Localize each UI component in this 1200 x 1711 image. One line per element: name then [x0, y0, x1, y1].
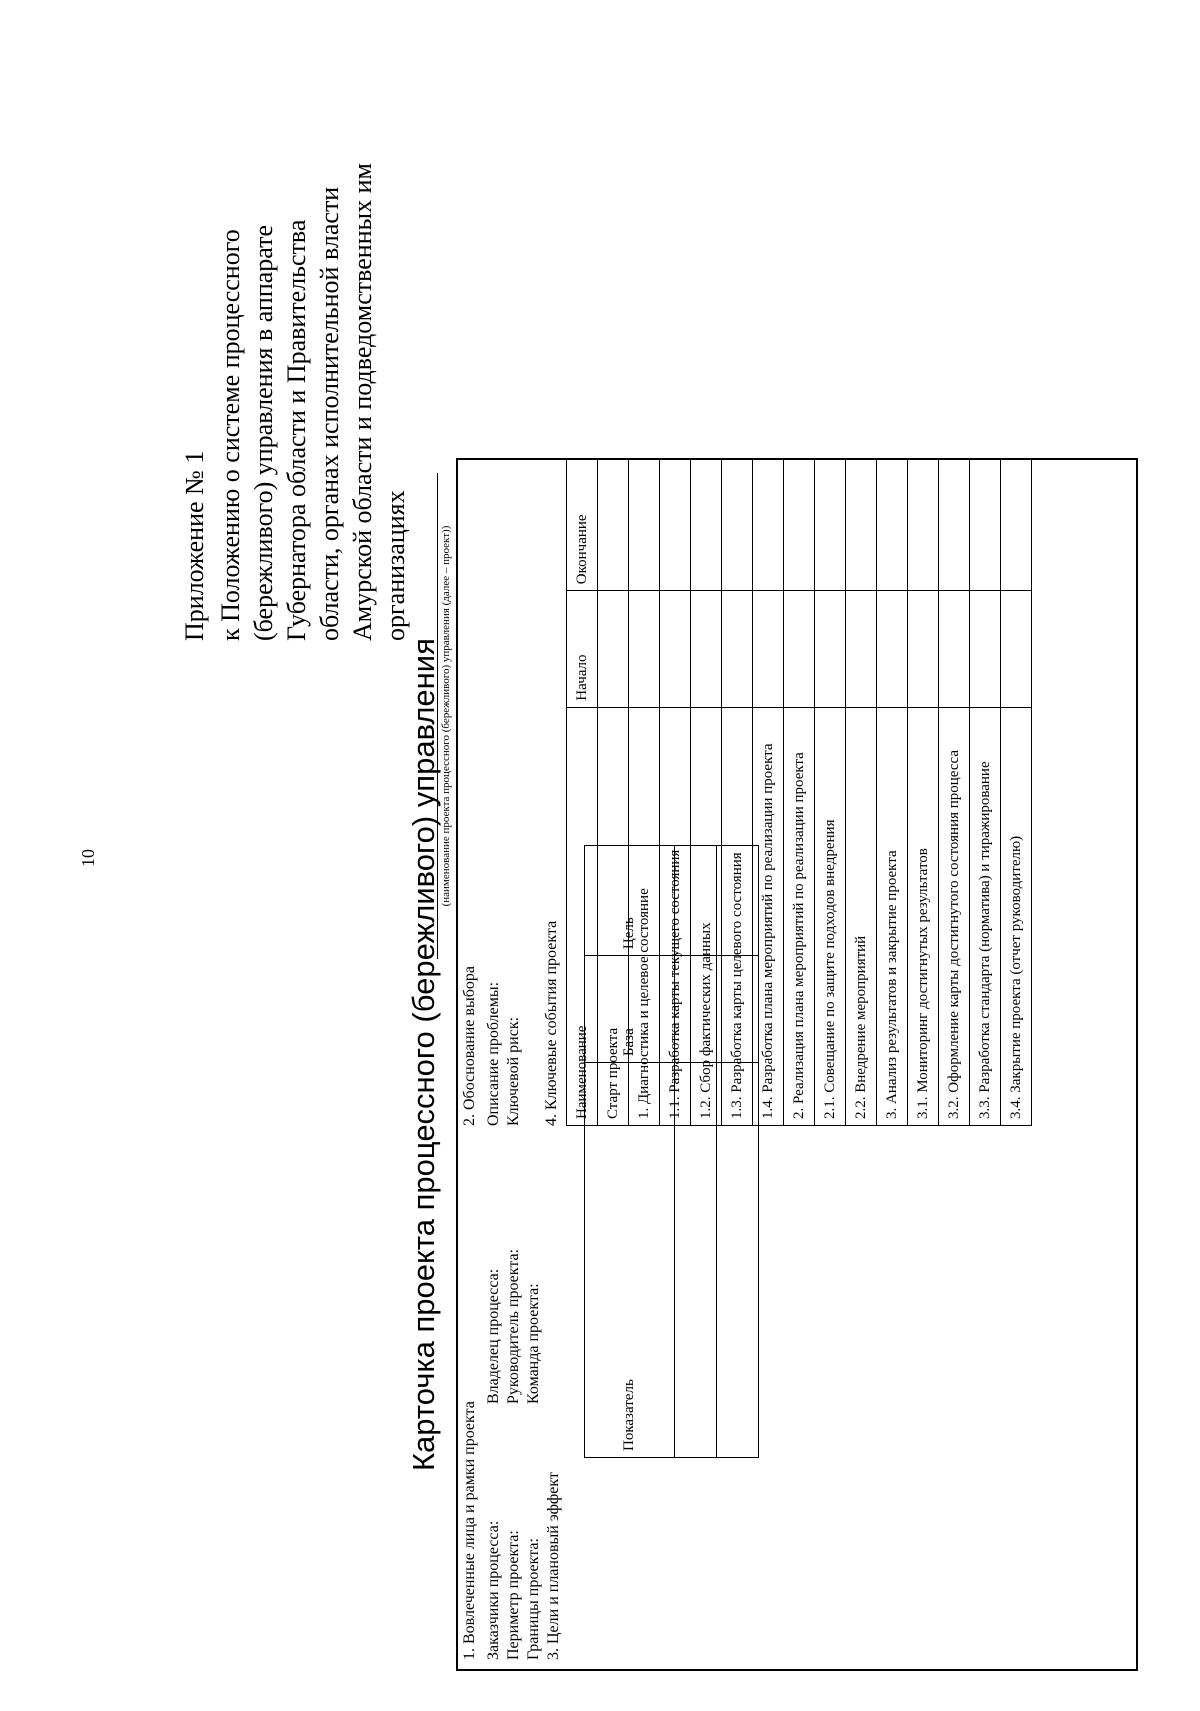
boundaries-label: Границы проекта: — [525, 1538, 542, 1660]
event-end — [846, 459, 877, 591]
customers-label: Заказчики процесса: — [485, 1520, 502, 1660]
process-owner-label: Владелец процесса: — [485, 1268, 502, 1404]
event-end — [722, 459, 753, 591]
event-name: Старт проекта — [598, 707, 629, 1125]
events-row — [691, 459, 722, 1126]
appendix-line: организациях — [381, 490, 410, 641]
event-end — [877, 459, 908, 591]
event-end — [753, 459, 784, 591]
appendix-body — [214, 81, 412, 641]
event-name: 2. Реализация плана мероприятий по реализации проекта — [784, 707, 815, 1125]
problem-description-label: Описание проблемы: — [485, 981, 502, 1126]
goals-col-target: Цель — [585, 846, 675, 956]
event-name: 2.2. Внедрение мероприятий — [846, 707, 877, 1125]
event-start — [815, 591, 846, 707]
event-name: 2.1. Совещание по защите подходов внедрения — [815, 707, 846, 1125]
key-events-table — [566, 458, 1032, 1126]
project-name-underline — [437, 473, 438, 959]
event-name: 3.3. Разработка стандарта (норматива) и тиражирование — [970, 707, 1001, 1125]
events-row — [784, 459, 815, 1126]
appendix-line: Амурской области и подведомственных им — [348, 163, 377, 641]
section-goals-heading: 3. Цели и плановый эффект — [545, 1472, 562, 1660]
event-name: 3.4. Закрытие проекта (отчет руководителю) — [1001, 707, 1032, 1125]
appendix-line: к Положению о системе процессного — [216, 229, 245, 641]
appendix-line: области, органах исполнительной власти — [315, 186, 344, 641]
events-row — [722, 459, 753, 1126]
goals-col-indicator: Показатель — [585, 1063, 675, 1458]
events-row — [815, 459, 846, 1126]
event-end — [815, 459, 846, 591]
goals-col-base: База — [585, 956, 675, 1063]
event-end — [660, 459, 691, 591]
page-number: 10 — [78, 849, 98, 867]
section-key-events-heading: 4. Ключевые события проекта — [543, 920, 560, 1126]
event-end — [629, 459, 660, 591]
event-end — [1001, 459, 1032, 591]
event-end — [970, 459, 1001, 591]
event-start — [691, 591, 722, 707]
event-start — [1001, 591, 1032, 707]
event-name: 3.1. Мониторинг достигнутых результатов — [908, 707, 939, 1125]
events-header-row — [567, 459, 598, 1126]
card-title: Карточка проекта процессного (бережливого) управления — [406, 638, 441, 1471]
event-start — [877, 591, 908, 707]
event-start — [784, 591, 815, 707]
event-end — [939, 459, 970, 591]
event-name: 1.2. Сбор фактических данных — [691, 707, 722, 1125]
event-start — [939, 591, 970, 707]
event-name: 1.3. Разработка карты целевого состояния — [722, 707, 753, 1125]
events-row — [753, 459, 784, 1126]
events-row — [970, 459, 1001, 1126]
event-name: 1.4. Разработка плана мероприятий по реализации проекта — [753, 707, 784, 1125]
event-name: 1.1. Разработка карты текущего состояния — [660, 707, 691, 1125]
events-col-end: Окончание — [567, 459, 598, 591]
event-start — [970, 591, 1001, 707]
event-name: 1. Диагностика и целевое состояние — [629, 707, 660, 1125]
event-start — [629, 591, 660, 707]
project-team-label: Команда проекта: — [525, 1283, 542, 1404]
appendix-title: Приложение № 1 — [180, 450, 209, 641]
event-start — [846, 591, 877, 707]
events-col-start: Начало — [567, 591, 598, 707]
events-row — [877, 459, 908, 1126]
appendix-block — [178, 81, 412, 641]
section-rationale-heading: 2. Обоснование выбора — [461, 966, 478, 1126]
project-lead-label: Руководитель проекта: — [505, 1248, 522, 1404]
perimeter-label: Периметр проекта: — [505, 1530, 522, 1660]
event-end — [598, 459, 629, 591]
appendix-line: (бережливого) управления в аппарате — [249, 224, 278, 641]
key-risk-label: Ключевой риск: — [505, 1016, 522, 1126]
event-start — [660, 591, 691, 707]
project-name-caption: (наименование проекта процессного (бережливого) управления (далее – проект)) — [440, 525, 452, 907]
appendix-line: Губернатора области и Правительства — [282, 219, 311, 641]
events-row — [598, 459, 629, 1126]
event-end — [784, 459, 815, 591]
event-name: 3. Анализ результатов и закрытие проекта — [877, 707, 908, 1125]
events-col-name: Наименование — [567, 707, 598, 1125]
event-end — [908, 459, 939, 591]
events-row — [629, 459, 660, 1126]
event-start — [908, 591, 939, 707]
section-involved-heading: 1. Вовлеченные лица и рамки проекта — [461, 1401, 478, 1660]
event-start — [722, 591, 753, 707]
events-row — [846, 459, 877, 1126]
events-row — [908, 459, 939, 1126]
event-start — [753, 591, 784, 707]
event-end — [691, 459, 722, 591]
event-start — [598, 591, 629, 707]
events-row — [1001, 459, 1032, 1126]
event-name: 3.2. Оформление карты достигнутого состояния процесса — [939, 707, 970, 1125]
events-row — [939, 459, 970, 1126]
events-row — [660, 459, 691, 1126]
